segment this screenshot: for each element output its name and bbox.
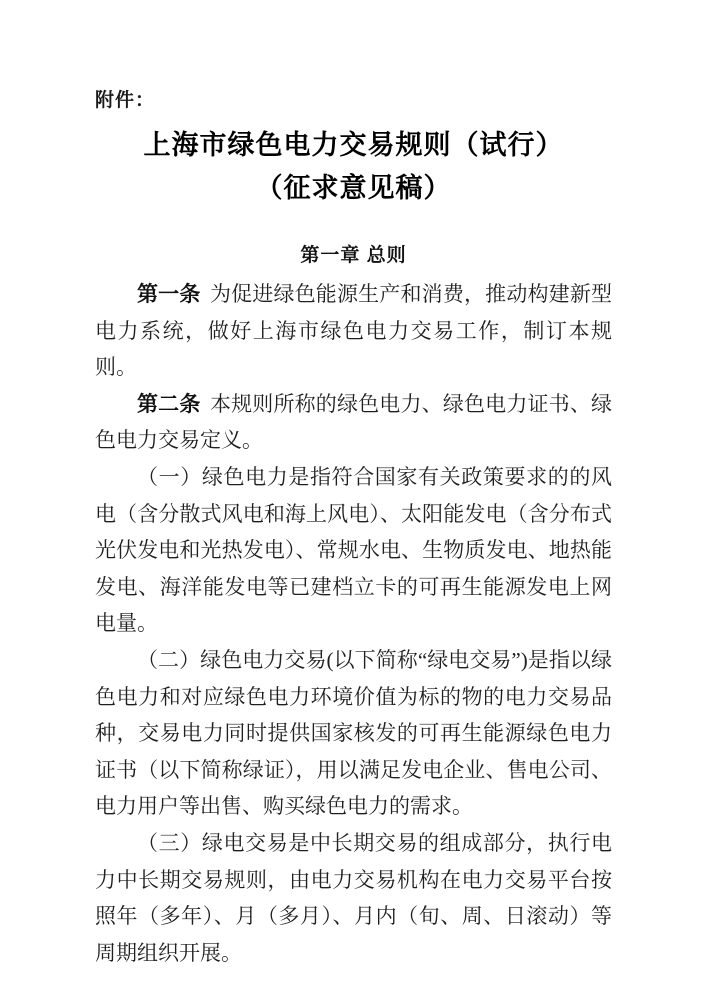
document-title <box>95 124 612 210</box>
paragraph-item-3: （三）绿电交易是中长期交易的组成部分，执行电力中长期交易规则，由电力交易机构在电力交易平台按照年（多年）、月（多月）、月内（旬、周、日滚动）等周期组织开展。 <box>95 830 612 965</box>
paragraph-article-2 <box>95 386 612 459</box>
article-1-text: 为促进绿色能源生产和消费，推动构建新型电力系统，做好上海市绿色电力交易工作，制订本规则。 <box>95 282 613 380</box>
article-1-number: 第一条 <box>137 282 201 306</box>
body-text <box>95 276 612 971</box>
paragraph-item-1: （一）绿色电力是指符合国家有关政策要求的的风电（含分散式风电和海上风电）、太阳能发电（含分布式光伏发电和光热发电）、常规水电、生物质发电、地热能发电、海洋能发电等已建档立卡的可再生能源发电上网电量。 <box>95 464 612 636</box>
chapter-heading: 第一章 总则 <box>300 245 407 266</box>
article-2-number: 第二条 <box>137 391 201 416</box>
document-title-line1: 上海市绿色电力交易规则（试行） <box>143 130 564 160</box>
document-title-line2: （征求意见稿） <box>255 173 452 203</box>
paragraph-article-1 <box>95 276 612 386</box>
article-2-text: 本规则所称的绿色电力、绿色电力证书、绿色电力交易定义。 <box>95 391 613 453</box>
paragraph-item-2: （二）绿色电力交易(以下简称“绿电交易”)是指以绿色电力和对应绿色电力环境价值为标的物的电力交易品种，交易电力同时提供国家核发的可再生能源绿色电力证书（以下简称绿证），用以满足发电企业、售电公司、电力用户等出售、购买绿色电力的需求。 <box>95 647 612 819</box>
attachment-label: 附件： <box>95 90 156 111</box>
